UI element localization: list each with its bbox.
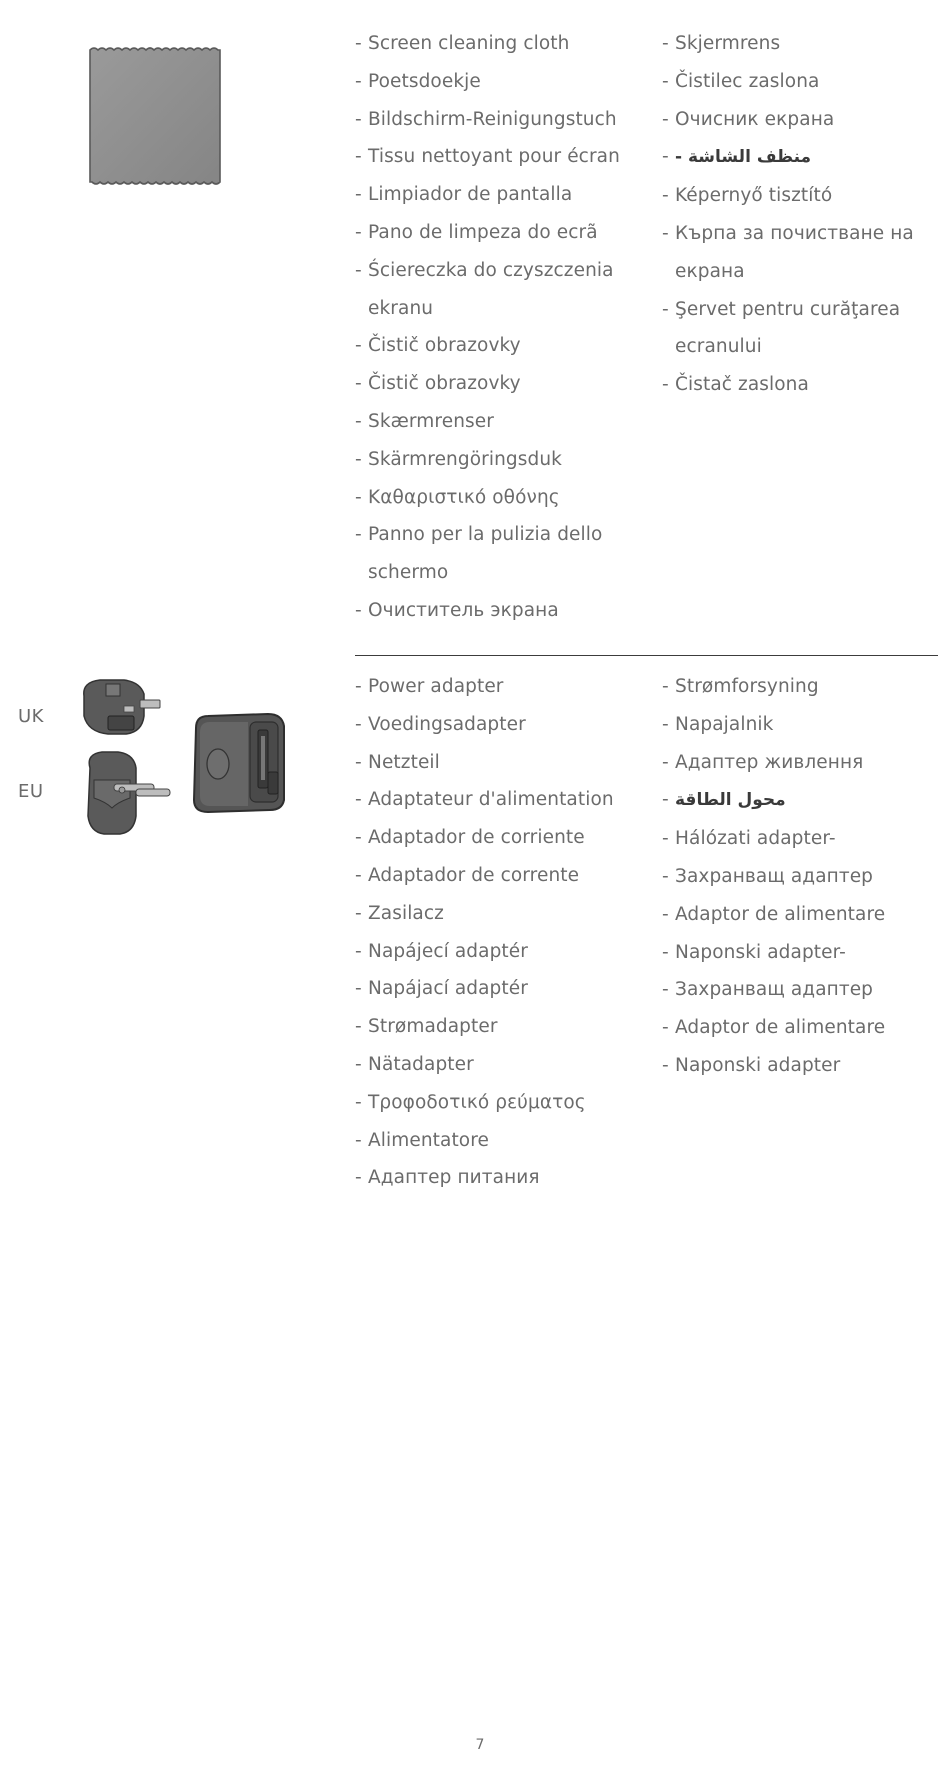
- list-item: - Ściereczka do czyszczenia ekranu: [355, 252, 638, 328]
- list-item: - Čistič obrazovky: [355, 365, 655, 403]
- list-item: - Pano de limpeza do ecrã: [355, 214, 655, 252]
- list-item: - Адаптер питания: [355, 1159, 655, 1197]
- list-item: - Adaptador de corriente: [355, 819, 655, 857]
- uk-plug-label: UK: [18, 706, 44, 727]
- list-item: - Napájací adaptér: [355, 970, 655, 1008]
- cloth-names-column-left: [355, 25, 655, 630]
- list-item: - Napájecí adaptér: [355, 933, 655, 971]
- list-item: - Screen cleaning cloth: [355, 25, 655, 63]
- list-item: - Panno per la pulizia dello schermo: [355, 516, 638, 592]
- list-item: [662, 138, 950, 177]
- arabic-label: محول الطاقة: [675, 790, 786, 811]
- list-item: - Strømadapter: [355, 1008, 655, 1046]
- list-item: - Naponski adapter-: [662, 934, 950, 972]
- list-item: - Очиститель экрана: [355, 592, 655, 630]
- eu-plug-label: EU: [18, 781, 44, 802]
- cleaning-cloth-icon: [86, 44, 224, 188]
- list-item: - Netzteil: [355, 744, 655, 782]
- adapter-body-icon: [194, 714, 284, 812]
- list-item: - Čistič obrazovky: [355, 327, 655, 365]
- list-item: - Adaptor de alimentare: [662, 1009, 950, 1047]
- list-item: - Адаптер живлення: [662, 744, 950, 782]
- list-item: - Naponski adapter: [662, 1047, 950, 1085]
- list-item: - Skjermrens: [662, 25, 950, 63]
- list-item: - Tissu nettoyant pour écran: [355, 138, 655, 176]
- list-item: - Захранващ адаптер: [662, 971, 950, 1009]
- list-item: - Hálózati adapter-: [662, 820, 950, 858]
- list-item: - Power adapter: [355, 668, 655, 706]
- list-item: - Очисник екрана: [662, 101, 950, 139]
- list-item: - Кърпа за почистване на екрана: [662, 215, 945, 291]
- list-item: - Čistač zaslona: [662, 366, 950, 404]
- adapter-names-column-left: [355, 668, 655, 1197]
- arabic-label: منظف الشاشة -: [675, 147, 812, 168]
- list-item: - Τροφοδοτικό ρεύματος: [355, 1084, 655, 1122]
- page-number: 7: [475, 1737, 485, 1753]
- uk-plug-icon: [84, 680, 160, 734]
- list-item: - Limpiador de pantalla: [355, 176, 655, 214]
- list-item: - Skærmrenser: [355, 403, 655, 441]
- list-item: - Bildschirm-Reinigungstuch: [355, 101, 655, 139]
- list-item: - Захранващ адаптер: [662, 858, 950, 896]
- list-item: - Képernyő tisztító: [662, 177, 950, 215]
- cloth-names-column-right: [662, 25, 950, 404]
- list-item: - Poetsdoekje: [355, 63, 655, 101]
- list-item: - Şervet pentru curăţarea ecranului: [662, 291, 945, 367]
- list-item: - Zasilacz: [355, 895, 655, 933]
- list-item: - Skärmrengöringsduk: [355, 441, 655, 479]
- eu-plug-icon: [88, 752, 170, 834]
- list-item: - Voedingsadapter: [355, 706, 655, 744]
- list-item: - Napajalnik: [662, 706, 950, 744]
- list-item: - Καθαριστικό οθόνης: [355, 479, 655, 517]
- list-item: - Čistilec zaslona: [662, 63, 950, 101]
- list-item: - Alimentatore: [355, 1122, 655, 1160]
- list-item: [662, 781, 950, 820]
- list-item: - Adaptateur d'alimentation: [355, 781, 655, 819]
- list-item: - Nätadapter: [355, 1046, 655, 1084]
- adapter-names-column-right: [662, 668, 950, 1085]
- list-item: - Adaptador de corrente: [355, 857, 655, 895]
- list-item: - Adaptor de alimentare: [662, 896, 950, 934]
- list-item: - Strømforsyning: [662, 668, 950, 706]
- power-adapter-icon: [78, 676, 290, 861]
- section-divider: [355, 655, 938, 656]
